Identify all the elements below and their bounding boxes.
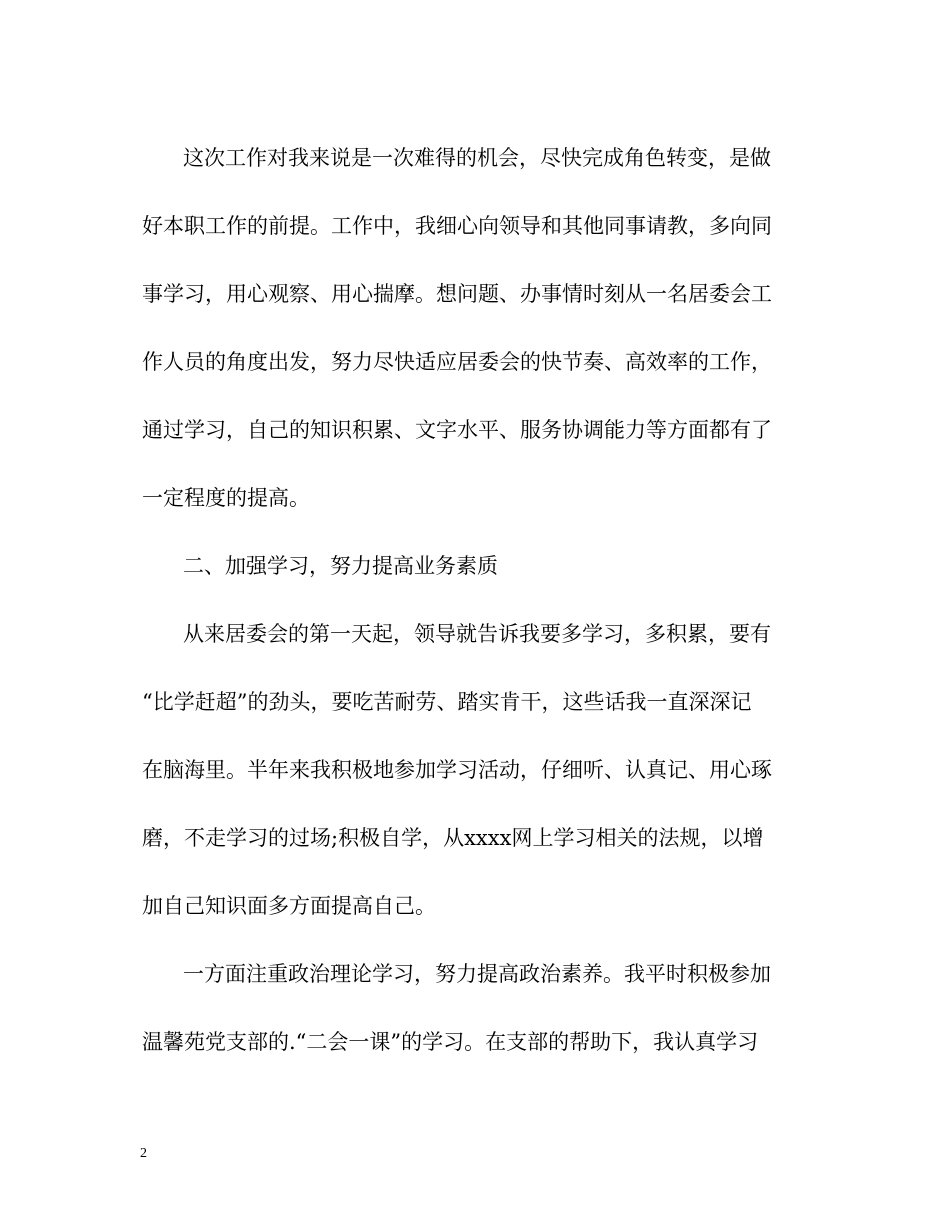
paragraph-line: 温馨苑党支部的.“二会一课”的学习。在支部的帮助下，我认真学习 xyxy=(142,1030,759,1054)
paragraph-line: 作人员的角度出发，努力尽快适应居委会的快节奏、高效率的工作， xyxy=(142,350,772,374)
paragraph-line: 加自己知识面多方面提高自己。 xyxy=(142,894,436,918)
paragraph-line: 一定程度的提高。 xyxy=(142,486,310,510)
paragraph-line: 通过学习，自己的知识积累、文字水平、服务协调能力等方面都有了 xyxy=(142,418,772,442)
paragraph-line: 一方面注重政治理论学习，努力提高政治素养。我平时积极参加 xyxy=(183,962,771,986)
paragraph-line: 这次工作对我来说是一次难得的机会，尽快完成角色转变，是做 xyxy=(183,146,771,170)
paragraph-line: 在脑海里。半年来我积极地参加学习活动，仔细听、认真记、用心琢 xyxy=(142,758,772,782)
paragraph-line: 好本职工作的前提。工作中，我细心向领导和其他同事请教，多向同 xyxy=(142,214,772,238)
page-number: 2 xyxy=(140,1146,147,1161)
paragraph-line: 从来居委会的第一天起，领导就告诉我要多学习，多积累，要有 xyxy=(183,622,771,646)
paragraph-line: “比学赶超”的劲头，要吃苦耐劳、踏实肯干，这些话我一直深深记 xyxy=(142,690,752,714)
section-heading: 二、加强学习，努力提高业务素质 xyxy=(183,554,498,578)
paragraph-line: 事学习，用心观察、用心揣摩。想问题、办事情时刻从一名居委会工 xyxy=(142,282,772,306)
paragraph-line: 磨，不走学习的过场;积极自学，从xxxx网上学习相关的法规，以增 xyxy=(142,826,764,850)
